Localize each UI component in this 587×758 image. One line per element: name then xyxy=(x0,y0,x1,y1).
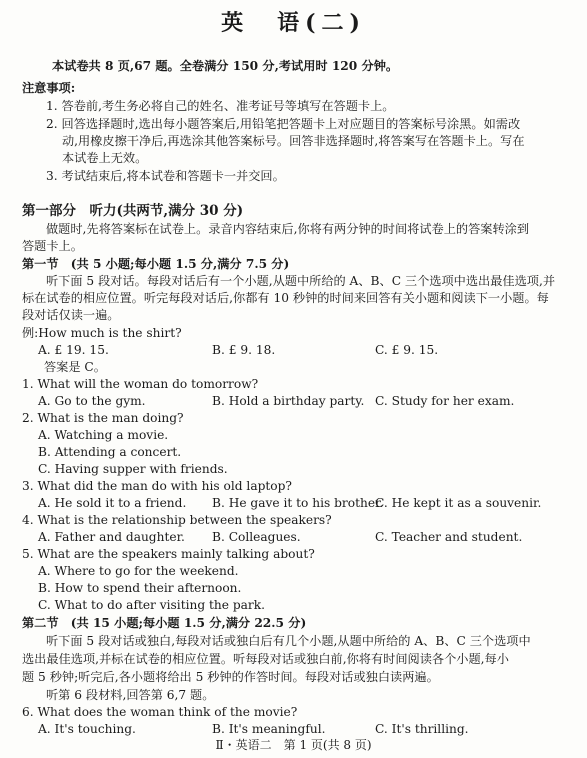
notice-heading: 注意事项: xyxy=(22,81,76,95)
option-c: C. Having supper with friends. xyxy=(38,462,228,476)
question: 5. What are the speakers mainly talking about? xyxy=(22,547,315,561)
option-b: B. Attending a concert. xyxy=(38,445,182,459)
example-option: A. £ 19. 15. xyxy=(38,343,109,357)
option-b: B. It's meaningful. xyxy=(212,722,326,736)
question: 2. What is the man doing? xyxy=(22,411,184,425)
option-b: B. He gave it to his brother. xyxy=(212,496,384,510)
section2-desc: 听下面 5 段对话或独白,每段对话或独白后有几个小题,从题中所给的 A、B、C 三个选项中 xyxy=(46,634,531,648)
option-a: A. Where to go for the weekend. xyxy=(38,564,239,578)
section2-desc: 选出最佳选项,并标在试卷的相应位置。听每段对话或独白前,你将有时间阅读各个小题,每小 xyxy=(22,652,509,666)
example-option: B. £ 9. 18. xyxy=(212,343,276,357)
option-a: A. Watching a movie. xyxy=(38,428,169,442)
notice-item: 1. 答卷前,考生务必将自己的姓名、准考证号等填写在答题卡上。 xyxy=(46,99,395,113)
notice-item: 3. 考试结束后,将本试卷和答题卡一并交回。 xyxy=(46,169,285,183)
option-b: B. How to spend their afternoon. xyxy=(38,581,242,595)
option-a: A. It's touching. xyxy=(38,722,136,736)
part1-heading: 第一部分 听力(共两节,满分 30 分) xyxy=(22,203,244,219)
option-a: A. Father and daughter. xyxy=(38,530,185,544)
material-instruction: 听第 6 段材料,回答第 6,7 题。 xyxy=(46,688,215,702)
section1-desc: 标在试卷的相应位置。听完每段对话后,你都有 10 秒钟的时间来回答有关小题和阅读下一小题。每 xyxy=(22,291,549,305)
part1-desc: 答题卡上。 xyxy=(22,239,83,253)
section2-desc: 题 5 秒钟;听完后,各小题将给出 5 秒钟的作答时间。每段对话或独白读两遍。 xyxy=(22,670,439,684)
option-c: C. Teacher and student. xyxy=(375,530,523,544)
option-c: C. What to do after visiting the park. xyxy=(38,598,266,612)
notice-item: 2. 回答选择题时,选出每小题答案后,用铅笔把答题卡上对应题目的答案标号涂黑。如需改 xyxy=(46,117,521,131)
example-question: 例:How much is the shirt? xyxy=(22,326,182,340)
section1-desc: 段对话仅读一遍。 xyxy=(22,308,120,322)
option-c: C. He kept it as a souvenir. xyxy=(375,496,542,510)
question: 3. What did the man do with his old laptop? xyxy=(22,479,292,493)
question: 4. What is the relationship between the speakers? xyxy=(22,513,332,527)
option-c: C. It's thrilling. xyxy=(375,722,469,736)
option-a: A. He sold it to a friend. xyxy=(38,496,187,510)
notice-item: 动,用橡皮擦干净后,再选涂其他答案标号。回答非选择题时,将答案写在答题卡上。写在 xyxy=(62,134,525,148)
option-a: A. Go to the gym. xyxy=(38,394,146,408)
part1-desc: 做题时,先将答案标在试卷上。录音内容结束后,你将有两分钟的时间将试卷上的答案转涂到 xyxy=(46,222,530,236)
example-answer: 答案是 C。 xyxy=(44,360,106,374)
example-option: C. £ 9. 15. xyxy=(375,343,439,357)
question: 1. What will the woman do tomorrow? xyxy=(22,377,259,391)
option-b: B. Colleagues. xyxy=(212,530,301,544)
question: 6. What does the woman think of the movie? xyxy=(22,705,298,719)
section1-heading: 第一节 (共 5 小题;每小题 1.5 分,满分 7.5 分) xyxy=(22,257,290,271)
option-b: B. Hold a birthday party. xyxy=(212,394,365,408)
page-footer: Ⅱ・英语二 第 1 页(共 8 页) xyxy=(215,738,372,752)
exam-intro: 本试卷共 8 页,67 题。全卷满分 150 分,考试用时 120 分钟。 xyxy=(52,59,399,73)
section1-desc: 听下面 5 段对话。每段对话后有一个小题,从题中所给的 A、B、C 三个选项中选出最佳选项,并 xyxy=(46,274,556,288)
option-c: C. Study for her exam. xyxy=(375,394,515,408)
exam-title: 英 语(二) xyxy=(221,10,366,36)
notice-item: 本试卷上无效。 xyxy=(62,151,148,165)
section2-heading: 第二节 (共 15 小题;每小题 1.5 分,满分 22.5 分) xyxy=(22,616,307,630)
